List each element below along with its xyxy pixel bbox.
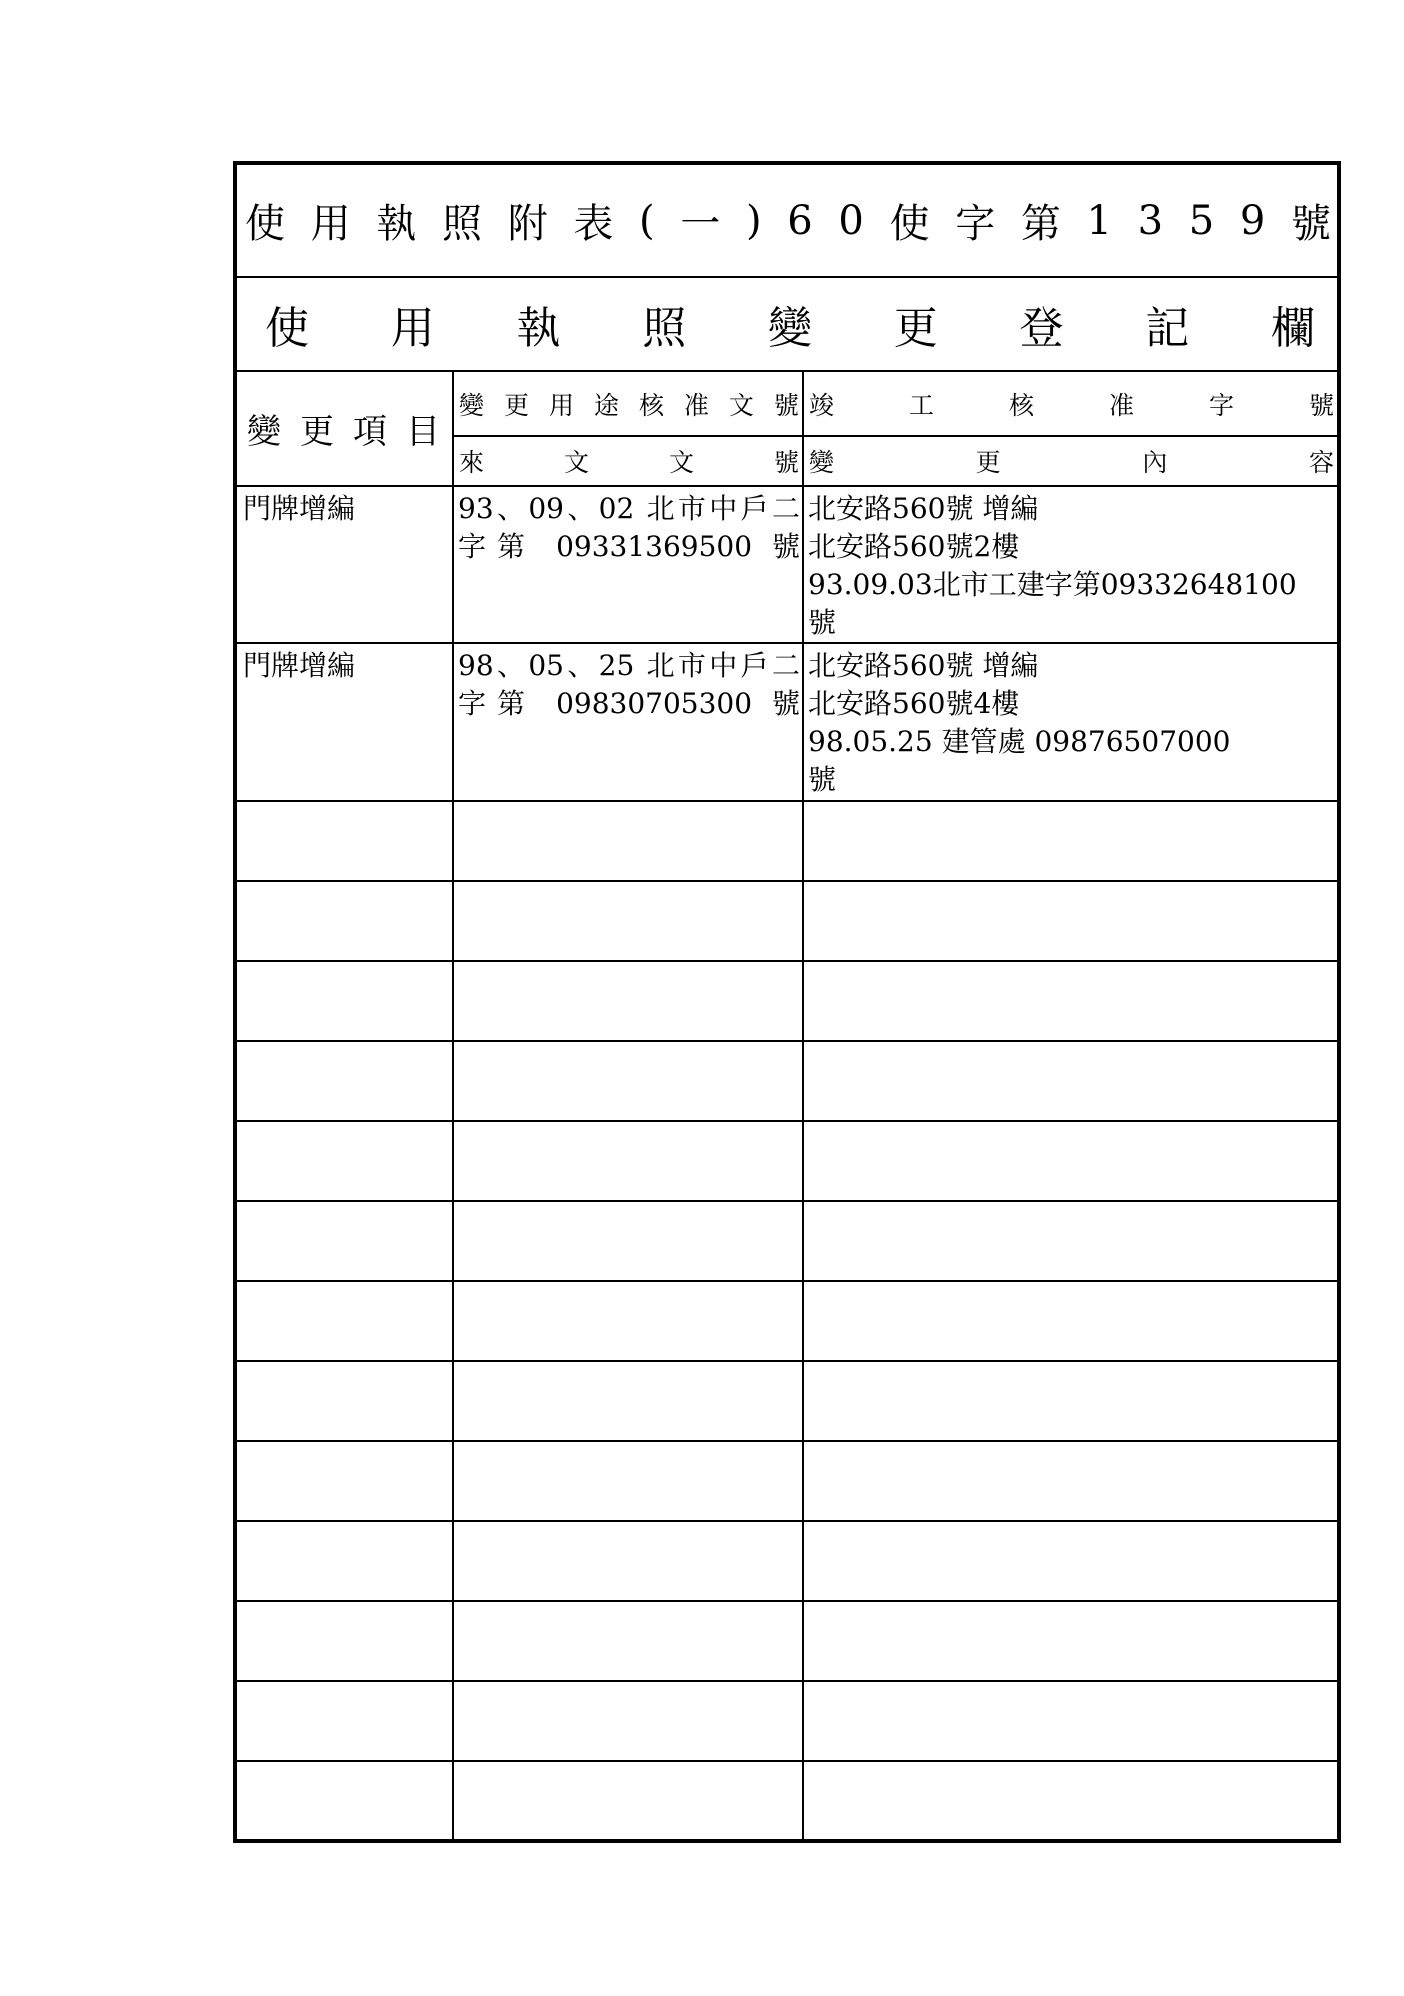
label-character: 照 xyxy=(442,201,483,247)
label-character: 變 xyxy=(247,412,281,452)
header-approval-no xyxy=(454,386,802,422)
empty-cell xyxy=(453,1681,803,1761)
label-character: 1 xyxy=(1086,197,1112,244)
empty-row xyxy=(235,1121,1339,1201)
empty-row xyxy=(235,961,1339,1041)
label-character: 變 xyxy=(459,390,485,420)
label-character: 目 xyxy=(406,412,440,452)
label-character: 變 xyxy=(768,303,812,354)
label-character: 用 xyxy=(310,201,351,247)
empty-row xyxy=(235,1761,1339,1841)
subtitle-row xyxy=(235,277,1339,371)
empty-cell xyxy=(235,881,453,961)
empty-cell xyxy=(453,1521,803,1601)
label-character: 項 xyxy=(353,412,387,452)
empty-row xyxy=(235,1681,1339,1761)
change-item: 門牌增編 xyxy=(243,649,356,682)
label-character: 5 xyxy=(1188,197,1215,244)
form-subtitle xyxy=(237,292,1337,356)
empty-cell xyxy=(453,1601,803,1681)
header-completion-no xyxy=(804,386,1337,422)
label-character: ) xyxy=(745,197,762,244)
doc-no-cell xyxy=(453,486,803,643)
doc-no-line: 93、09、02 北市中戶二 xyxy=(458,492,800,525)
label-character: 途 xyxy=(593,390,619,420)
label-character: 表 xyxy=(573,201,614,247)
label-character: 執 xyxy=(376,201,417,247)
label-character: 來 xyxy=(459,448,485,477)
header-incoming-no xyxy=(454,443,802,479)
header-completion-cell xyxy=(803,371,1339,436)
table-row xyxy=(235,643,1339,801)
content-cell xyxy=(803,643,1339,801)
subtitle-cell xyxy=(235,277,1339,371)
empty-cell xyxy=(803,1041,1339,1121)
label-character: 用 xyxy=(548,390,574,420)
empty-cell xyxy=(235,961,453,1041)
empty-row xyxy=(235,1201,1339,1281)
empty-cell xyxy=(453,961,803,1041)
empty-cell xyxy=(803,801,1339,881)
label-character: 字 xyxy=(1209,390,1235,420)
empty-cell xyxy=(453,1281,803,1361)
empty-cell xyxy=(453,1121,803,1201)
empty-row xyxy=(235,1281,1339,1361)
label-character: 文 xyxy=(728,390,754,420)
doc-no-cell xyxy=(453,643,803,801)
empty-cell xyxy=(453,1041,803,1121)
label-character: 文 xyxy=(563,448,589,477)
empty-row xyxy=(235,1601,1339,1681)
empty-cell xyxy=(803,1761,1339,1841)
title-cell xyxy=(235,163,1339,277)
label-character: 6 xyxy=(787,197,813,244)
label-character: 更 xyxy=(503,390,529,420)
empty-cell xyxy=(803,1441,1339,1521)
label-character: 記 xyxy=(1145,303,1190,354)
empty-cell xyxy=(453,1361,803,1441)
empty-cell xyxy=(235,1361,453,1441)
header-row-upper xyxy=(235,371,1339,436)
content-cell xyxy=(803,486,1339,643)
empty-cell xyxy=(235,1681,453,1761)
header-approval-cell xyxy=(453,371,803,436)
empty-cell xyxy=(235,1041,453,1121)
label-character: 核 xyxy=(638,390,664,420)
label-character: 文 xyxy=(668,448,694,477)
change-registration-table xyxy=(233,161,1341,1843)
empty-cell xyxy=(803,1121,1339,1201)
empty-cell xyxy=(803,1521,1339,1601)
header-item-cell xyxy=(235,371,453,486)
change-item: 門牌增編 xyxy=(243,492,356,525)
content-line: 北安路560號 增編 xyxy=(808,492,1039,525)
label-character: 號 xyxy=(773,390,799,420)
empty-cell xyxy=(235,1281,453,1361)
label-character: 使 xyxy=(265,303,309,354)
empty-cell xyxy=(803,1361,1339,1441)
label-character: 號 xyxy=(1291,201,1332,247)
empty-cell xyxy=(803,881,1339,961)
label-character: 更 xyxy=(975,448,1001,477)
label-character: 號 xyxy=(773,448,799,477)
label-character: 更 xyxy=(300,412,334,452)
label-character: 核 xyxy=(1009,390,1035,420)
content-line: 號 xyxy=(808,763,837,796)
empty-row xyxy=(235,881,1339,961)
label-character: 附 xyxy=(507,201,548,247)
content-line: 北安路560號 增編 xyxy=(808,649,1039,682)
label-character: 竣 xyxy=(809,390,835,420)
label-character: 變 xyxy=(809,448,835,477)
empty-row xyxy=(235,1041,1339,1121)
label-character: 一 xyxy=(680,201,721,247)
empty-cell xyxy=(235,1121,453,1201)
label-character: 字 xyxy=(955,201,996,247)
empty-cell xyxy=(235,1201,453,1281)
label-character: 執 xyxy=(516,303,561,354)
label-character: 9 xyxy=(1239,197,1266,244)
label-character: 內 xyxy=(1142,448,1168,477)
label-character: 使 xyxy=(889,201,930,247)
table-row xyxy=(235,486,1339,643)
content-line: 號 xyxy=(808,606,837,639)
label-character: 准 xyxy=(683,390,709,420)
empty-row xyxy=(235,1441,1339,1521)
form-title xyxy=(237,192,1337,249)
label-character: 准 xyxy=(1109,390,1135,420)
label-character: 欄 xyxy=(1271,303,1315,354)
label-character: 登 xyxy=(1019,303,1064,354)
label-character: 使 xyxy=(245,201,285,247)
empty-row xyxy=(235,1521,1339,1601)
empty-cell xyxy=(453,881,803,961)
content-line: 93.09.03北市工建字第09332648100 xyxy=(808,568,1297,601)
empty-cell xyxy=(453,1201,803,1281)
empty-row xyxy=(235,801,1339,881)
header-change-item xyxy=(237,404,452,453)
label-character: 第 xyxy=(1020,201,1061,247)
empty-cell xyxy=(453,1441,803,1521)
item-cell xyxy=(235,486,453,643)
label-character: ( xyxy=(639,197,655,244)
content-line: 98.05.25 建管處 09876507000 xyxy=(808,725,1231,758)
header-incoming-cell xyxy=(453,436,803,486)
label-character: 0 xyxy=(838,197,864,244)
label-character: 工 xyxy=(909,390,935,420)
empty-cell xyxy=(803,1201,1339,1281)
label-character: 用 xyxy=(390,303,435,354)
item-cell xyxy=(235,643,453,801)
doc-no-line: 字第 09830705300 號 xyxy=(458,687,800,720)
empty-cell xyxy=(235,1601,453,1681)
title-row xyxy=(235,163,1339,277)
doc-no-line: 字第 09331369500 號 xyxy=(458,530,800,563)
label-character: 照 xyxy=(642,303,687,354)
label-character: 3 xyxy=(1137,197,1164,244)
empty-cell xyxy=(803,1601,1339,1681)
content-line: 北安路560號4樓 xyxy=(808,687,1020,720)
content-line: 北安路560號2樓 xyxy=(808,530,1020,563)
doc-no-line: 98、05、25 北市中戶二 xyxy=(458,649,800,682)
header-change-content xyxy=(804,443,1337,479)
empty-cell xyxy=(235,1761,453,1841)
empty-cell xyxy=(453,1761,803,1841)
empty-cell xyxy=(803,1681,1339,1761)
empty-cell xyxy=(803,961,1339,1041)
label-character: 更 xyxy=(893,303,938,354)
empty-row xyxy=(235,1361,1339,1441)
empty-cell xyxy=(235,1521,453,1601)
label-character: 容 xyxy=(1309,448,1335,477)
label-character: 號 xyxy=(1309,390,1335,420)
empty-cell xyxy=(235,1441,453,1521)
empty-cell xyxy=(453,801,803,881)
header-content-cell xyxy=(803,436,1339,486)
empty-cell xyxy=(235,801,453,881)
empty-cell xyxy=(803,1281,1339,1361)
